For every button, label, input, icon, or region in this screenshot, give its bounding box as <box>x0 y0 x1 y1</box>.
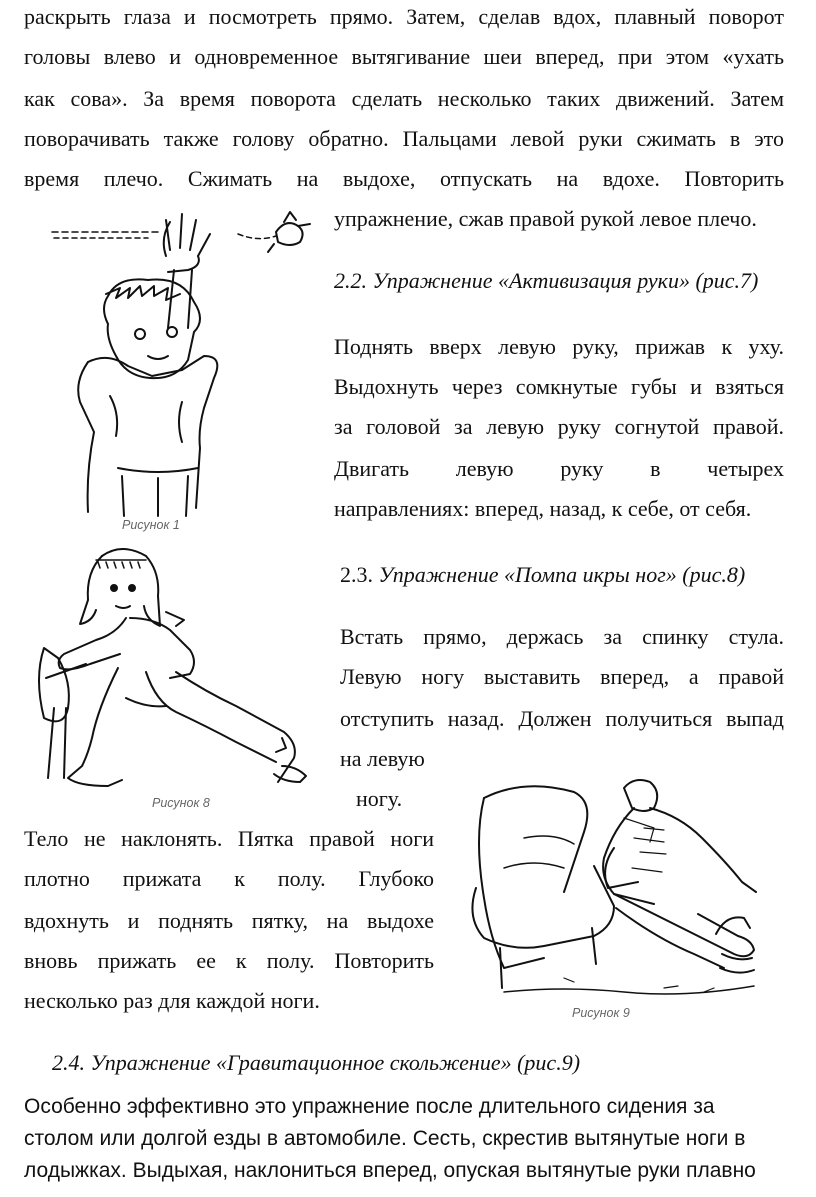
text-line: Тело не наклонять. Пятка правой ноги <box>24 826 434 851</box>
text-line: время плечо. Сжимать на выдохе, отпускать на вдохе. Повторить <box>24 166 784 191</box>
text-line: вновь прижать ее к полу. Повторить <box>24 948 434 973</box>
figure-9-caption: Рисунок 9 <box>572 1006 630 1020</box>
text-line: раскрыть глаза и посмотреть прямо. Затем, сделав вдох, плавный поворот <box>24 4 784 29</box>
section-heading-2-2: 2.2. Упражнение «Активизация руки» (рис.7) <box>334 268 759 293</box>
text-line: лодыжках. Выдыхая, наклониться вперед, опуская вытянутые руки плавно <box>24 1159 756 1182</box>
section-heading-2-4: 2.4. Упражнение «Гравитационное скольжение» (рис.9) <box>52 1050 581 1075</box>
text-line: столом или долгой езды в автомобиле. Сесть, скрестив вытянутые ноги в <box>24 1127 746 1150</box>
section-heading-2-3 <box>340 562 745 588</box>
text-line: плотно прижата к полу. Глубоко <box>24 866 434 891</box>
text-line: Поднять вверх левую руку, прижав к уху. <box>334 334 784 359</box>
text-line: ногу. <box>356 786 403 811</box>
text-line: отступить назад. Должен получиться выпад <box>340 706 784 731</box>
text-line: за головой за левую руку согнутой правой. <box>334 414 784 439</box>
text-line: Выдохнуть через сомкнутые губы и взяться <box>334 374 784 399</box>
text-line: Особенно эффективно это упражнение после длительного сидения за <box>24 1095 715 1118</box>
text-line: упражнение, сжав правой рукой левое плечо. <box>334 206 757 231</box>
figure-8-illustration <box>6 548 322 792</box>
section-title: Упражнение «Помпа икры ног» (рис.8) <box>378 562 746 587</box>
text-line: Встать прямо, держась за спинку стула. <box>340 624 784 649</box>
text-line: как сова». За время поворота сделать несколько таких движений. Затем <box>24 86 784 111</box>
text-line: направлениях: вперед, назад, к себе, от себя. <box>334 496 752 521</box>
section-number: 2.3. <box>340 562 379 587</box>
figure-9-illustration <box>464 778 764 1006</box>
text-line: Двигать левую руку в четырех <box>334 456 784 481</box>
figure-1-illustration <box>48 206 318 518</box>
figure-1-caption: Рисунок 1 <box>122 518 180 532</box>
text-line: Левую ногу выставить вперед, а правой <box>340 664 784 689</box>
text-line: поворачивать также голову обратно. Пальцами левой руки сжимать в это <box>24 126 784 151</box>
text-line: на левую <box>340 746 425 771</box>
text-line: головы влево и одновременное вытягивание шеи вперед, при этом «ухать <box>24 44 784 69</box>
text-line: несколько раз для каждой ноги. <box>24 988 320 1013</box>
text-line: вдохнуть и поднять пятку, на выдохе <box>24 908 434 933</box>
figure-8-caption: Рисунок 8 <box>152 796 210 810</box>
